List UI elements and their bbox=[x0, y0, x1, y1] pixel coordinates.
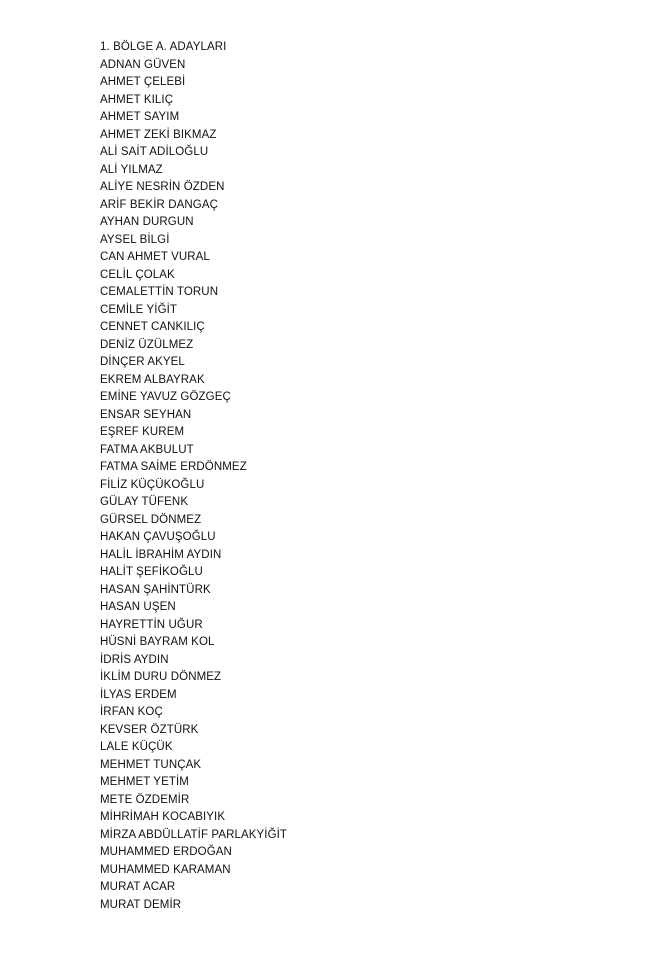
candidate-name: FİLİZ KÜÇÜKOĞLU bbox=[100, 478, 205, 491]
candidate-name: ADNAN GÜVEN bbox=[100, 58, 186, 71]
document-title: 1. BÖLGE A. ADAYLARI bbox=[100, 41, 227, 53]
candidate-name: EŞREF KUREM bbox=[100, 426, 185, 438]
candidate-name: CENNET CANKILIÇ bbox=[100, 321, 205, 333]
candidate-name: CAN AHMET VURAL bbox=[100, 251, 210, 263]
candidate-name: ALİYE NESRİN ÖZDEN bbox=[100, 181, 225, 193]
candidate-name: DENİZ ÜZÜLMEZ bbox=[100, 338, 194, 351]
candidate-name: HALİL İBRAHİM AYDIN bbox=[100, 548, 222, 561]
candidate-name: KEVSER ÖZTÜRK bbox=[100, 723, 199, 736]
candidate-name: MUHAMMED ERDOĞAN bbox=[100, 846, 232, 858]
candidate-name: ALİ YILMAZ bbox=[100, 163, 163, 176]
candidate-name: FATMA SAİME ERDÖNMEZ bbox=[100, 461, 247, 473]
candidate-name: MEHMET YETİM bbox=[100, 776, 189, 788]
candidate-name: AHMET SAYIM bbox=[100, 111, 180, 123]
candidate-name: İKLİM DURU DÖNMEZ bbox=[100, 671, 222, 683]
candidate-name: CEMİLE YİĞİT bbox=[100, 303, 178, 316]
candidate-name: ENSAR SEYHAN bbox=[100, 408, 192, 421]
candidate-name: MİHRİMAH KOCABIYIK bbox=[100, 811, 226, 823]
candidate-name: HALİT ŞEFİKOĞLU bbox=[100, 566, 203, 578]
candidate-name: ALİ SAİT ADİLOĞLU bbox=[100, 146, 209, 158]
candidate-name: METE ÖZDEMİR bbox=[100, 793, 190, 806]
candidate-name: AYSEL BİLGİ bbox=[100, 233, 170, 246]
candidate-name: İRFAN KOÇ bbox=[100, 706, 163, 718]
candidate-name: MİRZA ABDÜLLATİF PARLAKYİĞİT bbox=[100, 828, 288, 841]
candidate-name: İDRİS AYDIN bbox=[100, 653, 169, 666]
candidate-name: AHMET ÇELEBİ bbox=[100, 76, 186, 88]
candidate-name: İLYAS ERDEM bbox=[100, 688, 177, 701]
candidate-list bbox=[100, 57, 600, 915]
candidate-name: HAYRETTİN UĞUR bbox=[100, 618, 203, 631]
candidate-name: HASAN UŞEN bbox=[100, 601, 176, 613]
candidate-name: AHMET KILIÇ bbox=[100, 93, 174, 106]
candidate-name: ARİF BEKİR DANGAÇ bbox=[100, 198, 218, 211]
candidate-name: EKREM ALBAYRAK bbox=[100, 373, 205, 386]
candidate-name: GÜRSEL DÖNMEZ bbox=[100, 513, 202, 526]
candidate-name: HAKAN ÇAVUŞOĞLU bbox=[100, 531, 216, 543]
candidate-document bbox=[100, 39, 600, 914]
candidate-name: MURAT DEMİR bbox=[100, 898, 182, 911]
candidate-name: MURAT ACAR bbox=[100, 881, 176, 893]
candidate-name: MUHAMMED KARAMAN bbox=[100, 863, 231, 876]
candidate-name: CELİL ÇOLAK bbox=[100, 268, 175, 281]
candidate-name: HASAN ŞAHİNTÜRK bbox=[100, 583, 211, 596]
candidate-name: GÜLAY TÜFENK bbox=[100, 496, 189, 508]
candidate-name: DİNÇER AKYEL bbox=[100, 356, 185, 368]
candidate-name: FATMA AKBULUT bbox=[100, 443, 194, 456]
candidate-name: AHMET ZEKİ BIKMAZ bbox=[100, 128, 217, 141]
candidate-name: MEHMET TUNÇAK bbox=[100, 758, 202, 771]
candidate-name: HÜSNİ BAYRAM KOL bbox=[100, 636, 215, 648]
candidate-name: CEMALETTİN TORUN bbox=[100, 286, 219, 298]
candidate-name: AYHAN DURGUN bbox=[100, 216, 194, 228]
candidate-name: LALE KÜÇÜK bbox=[100, 741, 173, 753]
candidate-name: EMİNE YAVUZ GÖZGEÇ bbox=[100, 391, 231, 403]
